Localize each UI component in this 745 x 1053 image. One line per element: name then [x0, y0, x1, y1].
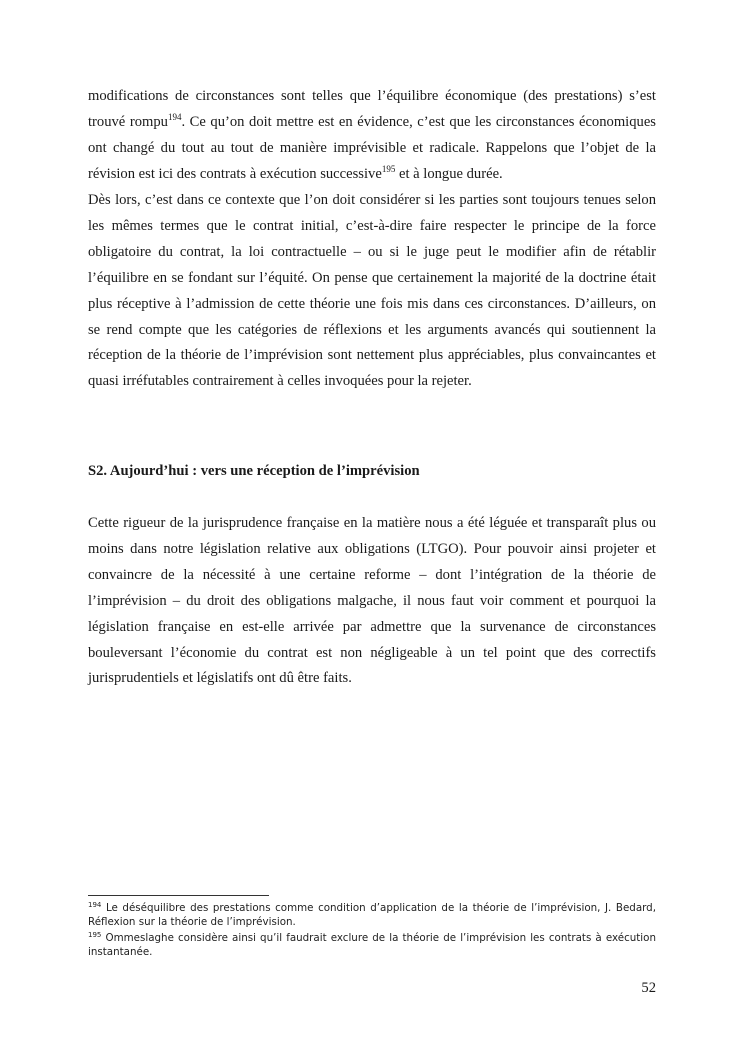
paragraph-1-text-a: modifications de circonstances sont telles que l’équilibre économique (des prestations) s’est trouvé rompu: [88, 88, 656, 130]
body-paragraph-2: [88, 188, 656, 395]
footnotes: [88, 901, 656, 961]
body-paragraph-1: [88, 84, 656, 188]
paragraph-2-text: Dès lors, c’est dans ce contexte que l’on doit considérer si les parties sont toujours tenues selon les mêmes termes que le contrat initial, c’est-à-dire faire respecter le principe de la force obligatoire du contrat, la loi contractuelle – ou si le juge peut le modifier afin de rétablir l’équilibre en se fondant sur l’équité. On pense que certainement la majorité de la doctrine était plus réceptive à l’admission de cette théorie une fois mis dans ces circonstances. D’ailleurs, on se rend compte que les catégories de réflexions et les arguments avancés qui soutiennent la réception de la théorie de l’imprévision sont nettement plus appréciables, plus convaincantes et quasi irréfutables contrairement à celles invoquées pour la rejeter.: [88, 192, 656, 390]
paragraph-3-text: Cette rigueur de la jurisprudence française en la matière nous a été léguée et transparaît plus ou moins dans notre législation relative aux obligations (LTGO). Pour pouvoir ainsi projeter et convaincre de la nécessité à une certaine reforme – dont l’intégration de la théorie de l’imprévision – du droit des obligations malgache, il nous faut voir comment et pourquoi la législation française en est-elle arrivée par admettre que la survenance de circonstances bouleversant l’économie du contrat est non négligeable à un tel point que des correctifs jurisprudentiels et législatifs ont dû être faits.: [88, 515, 656, 687]
body-paragraph-3: [88, 511, 656, 692]
footnote-divider: [88, 895, 269, 896]
page-number: 52: [641, 980, 656, 996]
footnote-number: 194: [88, 901, 102, 909]
footnote-text: Le déséquilibre des prestations comme condition d’application de la théorie de l’imprévision, J. Bedard, Réflexion sur la théorie de l’imprévision.: [88, 902, 656, 928]
paragraph-1-text-c: et à longue durée.: [395, 165, 503, 182]
footnote-number: 195: [88, 931, 102, 939]
footnote-ref-194[interactable]: 194: [167, 111, 182, 122]
footnote-ref-195[interactable]: 195: [381, 163, 396, 174]
footnote-text: Ommeslaghe considère ainsi qu’il faudrait exclure de la théorie de l’imprévision les contrats à exécution instantanée.: [88, 932, 656, 958]
paragraph-1-text-b: . Ce qu’on doit mettre est en évidence, c’est que les circonstances économiques ont changé du tout au tout de manière imprévisible et radicale. Rappelons que l’objet de la révision est ici des contrats à exécution successive: [88, 113, 656, 182]
footnote-194: [88, 901, 656, 929]
footnote-195: [88, 931, 656, 959]
section-heading: S2. Aujourd’hui : vers une réception de l’imprévision: [88, 463, 420, 479]
